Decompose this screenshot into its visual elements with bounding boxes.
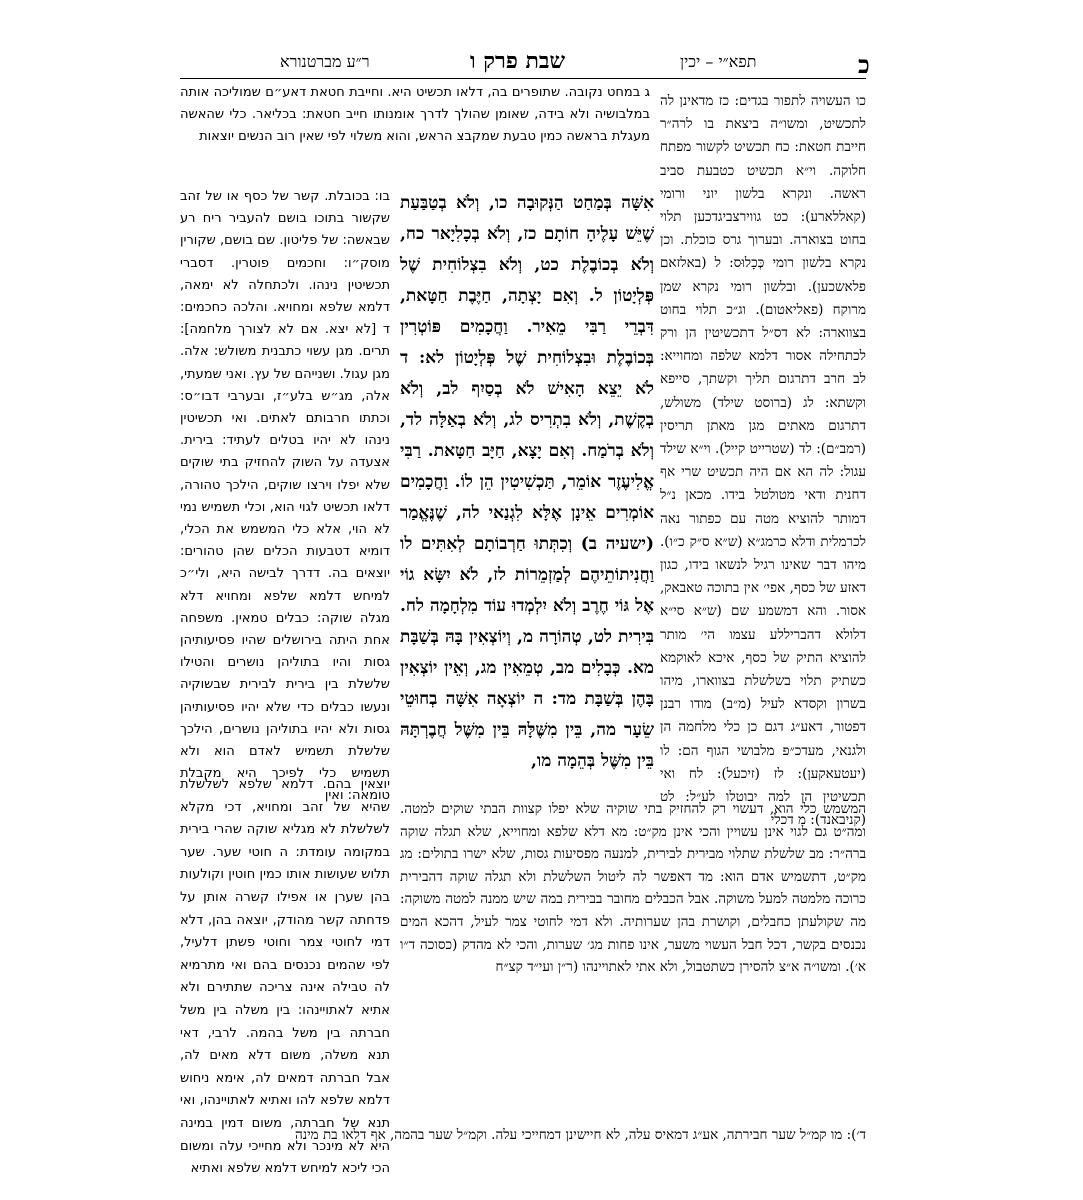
commentary-left-top-text: ג במחט נקובה. שתופרים בה, דלאו תכשיט היא. וחייבת חטאת דאע״ם שמוליכה אותה במלבושיה ולא בידה, שאומן שהולך לדרך אומנותו חייב חטאת: בכליאר. כלי שהאשה מעגלת בראשה כמין טבעת שמקבצ הראש, והוא משלוי לפי שאין רוב הנשים יוצאות	[180, 85, 650, 145]
commentary-left-bottom	[180, 774, 390, 1177]
page-number: כ	[858, 50, 870, 79]
commentary-right-text: כו העשויה לתפור בגדים: כז מדאינן לה לתכשיט, ומשו״ה ביצאת בו לרה״ר חייבת חטאת: כח תכשיט לקשור מפתח חלוקה. וי״א תכשיט כטבעת סביב ראשה. ונקרא בלשון יוני ורומי (קאללארע): כט גווירצביגדכען תלוי בחוט בצוארה. ובערוך גרס כוכלת. וכן נקרא בלשון רומי כְּכָלוּס: ל (באלזאם פלאשכען). ובלשון רומי נקרא שמן מרוקח (פאליאטום). וג״כ תלוי בחוט בצווארה: לא דס״ל דתכשיטין הן ורק לכתחילה אסור דלמא שלפה ומחוייא: לב חרב דתרגום תליך וקשתך, סייפא וקשתא: לג (ברוסט שילד) משולש, דתרגום מאתים מגן מאתן תריסין (רמב״ם): לד (שטרייט קייל). וי״א שילד עגול: לה הא אם היה תכשיט שרי אף דחנית ודאי מטולטל בידו. מכאן נ״ל דמותר להוציא מטה עם כפתור נאה לכרמלית ודלא כרמג״א (ש״א ס״ק כ״ו). מיהו דבר שאינו רגיל לנשאו בידו, כגון דאזע של כסף, אפי׳ אין בתוכה טאבאק, אסור. והא דמשמע שם (ש״א סי״א דלולא דהבריללע עצמו הי׳ מותר להוציא התיק של כסף, איכא לאוקמא כשתיק תלוי בשלשלת בצווארו, מיהו בשרון וקסדא לעיל (מ״ב) מודו רבנן דפטור, דאע״ג דגם כן כלי מלחמה הן ולגנאי, מעדכ״פ מלבושי הגוף הם: לו (יעטעאקען): לז (זיכעל): לח ואי תכשיטין הן למה יבוטלו לע״ל: לט (קניבאנד): מ דכלי	[660, 93, 866, 829]
commentary-right-bottom-text: המשמש כלי הוא, דעשוי רק להחזיק בתי שוקיה שלא יפלו קצוות הבתי שוקים למטה. ומה״ט גם לגוי אינן עשויין והכי אינן מק״ט: מא דלא שלפא ומחוייא, שלא תגלה שוקה ברה״ר: מב שלשלת שתלוי מבירית לבירית, למנעה מפסיעות גסות, שלא ישרו בתולים: מג מק״ט, דתשמיש אדם הוא: מד דאפשר לה ליטול השלשלת ולא תגלה שוקה דהבירית כרוכה מלמטה למעל משוקה. אבל הכבלים מחובר בבירית במה שיש ממנה למטה משוקה: מה שקולעתן כחבלים, וקושרת בהן שערותיה. ולא דמי לחוטי צמר לעיל, דהכא המים נכנסים בקשר, דכל חבל העשוי משער, אינו פחות מג׳ שערות, והכי לא מהדק (כסוכה ד״ו א׳). ומשו״ה א״צ להסירן כשתטבול, ולא אתי לאתויינהו (ר״ן ועי״ד קצ״ח	[400, 801, 866, 976]
commentary-right-column	[660, 90, 866, 833]
commentary-left-bottom-text: יוצאין בהם. דלמא שלפא לשלשלת שהיא של זהב ומחויא, דכי מקלא לשלשלת לא מגליא שוקה שהרי בירית במקומה עומדת: ה חוטי שער. שער תלוש שעושות אותו כמין חוטין וקולעות בהן שערן או אפילו קשרה אותן על פדחתה קשר מהודק, יוצאה בהן, דלא דמי לחוטי צמר וחוטי פשתן דלעיל, לפי שהמים נכנסים בהם ואי מתרמיא לה טבילה אינה צריכה שתתירם ולא אתיא לאתויינהו: בין משלה בין משל חברתה בין משל בהמה. לרבי, דאי תנא משלה, משום דלא מאים לה, אבל חברתה דמאים לה, אימא ניחוש דלמא שלפא להו ואתיא לאתויינהו, ואי תנא של חברתה, משום דמין במינה היא לא מינכר ולא מחייכי עלה ומשום הכי ליכא למיחש דלמא שלפא ואתיא	[180, 777, 390, 1177]
header-commentary-right: תפא״י – יכין	[680, 52, 757, 71]
header-commentary-left: ר״ע מברטנורא	[280, 52, 370, 71]
header-title: שבת פרק ו	[470, 48, 566, 74]
commentary-left-text: בו: בכובלת. קשר של כסף או של זהב שקשור בתוכו בושם להעביר ריח רע שבאשה: של פליטון. שם בושם, שקורין מוסק״ו: וחכמים פוטרין. דסברי תכשיטין נינהו. ולכתחלה לא ימאה, דלמא שלפא ומחויא. והלכה כחכמים: ד [לא יצא. אם לא לצורך מלחמה]: תרים. מגן עשוי כתבנית משולש: אלה. מגן עגול. ושנייהם של עץ. ואני שמעתי, אלה, מג״ש בלע״ז, ובערבי דבו״ס: וכתתו חרבותם לאתים. ואי תכשיטין נינהו לא יהיו בטלים לעתיד: בירית. אצעדה על השוק להחזיק בתי שוקים שלא יפלו וירצו שוקים, הילכך טהורה, דלאו תכשיט לגוי הוא, וכלי תשמיש נמי לא הוי, אלא כלי המשמש את הכלי, דומיא דטבעות הכלים שהן טהורים: יוצאים בה. דדרך לבישה היא, ולי״כ למיחש דלמא שלפא ומחויא דלא מגלה שוקה: כבלים טמאין. משפחה אחת היתה בירושלים שהיו פסיעותיהן גסות והיו בתוליהן נושרים והטילו שלשלת בין בירית לבירית שבשוקיה ונעשו כבלים כדי שלא יהיו פסיעותיהן גסות ולא יהיו בתוליהן נושרים, הילכך שלשלת תשמיש לאדם הוא ולא תשמיש כלי לפיכך היא מקבלת טומאה: ואין	[180, 189, 390, 804]
commentary-left-column	[180, 186, 390, 804]
commentary-right-bottom	[400, 798, 866, 1124]
mishnah-text: אִשָּׁה בְּמַחַט הַנְּקוּבָה כו, וְלֹא בְטַבַּעַת שֶׁיֵּשׁ עָלֶיהָ חוֹתָם כז, וְלֹא בְכָלִיָאר כח, וְלֹא בְכוֹבֶלֶת כט, וְלֹא בִצְלוֹחִית שֶׁל פְּלְיָטוֹן ל. וְאִם יָצְתָה, חַיֶּבֶת חַטָּאת, דִּבְרֵי רַבִּי מֵאִיר. וַחֲכָמִים פּוֹטְרִין בְּכוֹבֶלֶת וּבִצְלוֹחִית שֶׁל פְּלְיָטוֹן לא: ד לֹא יֵצֵא הָאִישׁ לֹא בְסַיִף לב, וְלֹא בְקֶשֶׁת, וְלֹא בִתְרִיס לג, וְלֹא בְאַלָּה לד, וְלֹא בְרֹמַח. וְאִם יָצָא, חַיָּב חַטָּאת. רַבִּי אֱלִיעֶזֶר אוֹמֵר, תַּכְשִׁיטִין הֵן לוֹ. וַחֲכָמִים אוֹמְרִים אֵינָן אֶלָּא לִגְנַאי לה, שֶׁנֶּאֱמַר (ישעיה ב) וְכִתְּתוּ חַרְבוֹתָם לְאִתִּים לו וַחֲנִיתוֹתֵיהֶם לְמַזְמֵרוֹת לז, לֹא יִשָּׂא גוֹי אֶל גּוֹי חֶרֶב וְלֹא יִלְמְדוּ עוֹד מִלְחָמָה לח. בִּירִית לט, טְהוֹרָה מ, וְיוֹצְאִין בָּהּ בְּשַׁבָּת מא. כְּבָלִים מב, טְמֵאִין מג, וְאֵין יוֹצְאִין בָּהֶן בְּשַׁבָּת מד: ה יוֹצְאָה אִשָּׁה בְחוּטֵי שֵׂעָר מה, בֵּין מִשֶּׁלָּהּ בֵּין מִשֶּׁל חֲבֶרְתָּהּ בֵּין מִשֶּׁל בְּהֵמָה מו,	[400, 193, 654, 771]
header-rule	[180, 78, 866, 79]
mishnah-text-column	[400, 188, 654, 777]
commentary-footer-text: ד׳): מו קמ״ל שער חבירתה, אע״ג דמאיס עלה, לא חיישינן דמחייכי עלה. וקמ״ל שער בהמה, אף דלאו בת מינה	[294, 1127, 866, 1143]
commentary-footer-line	[180, 1124, 866, 1147]
commentary-left-top	[180, 82, 650, 176]
